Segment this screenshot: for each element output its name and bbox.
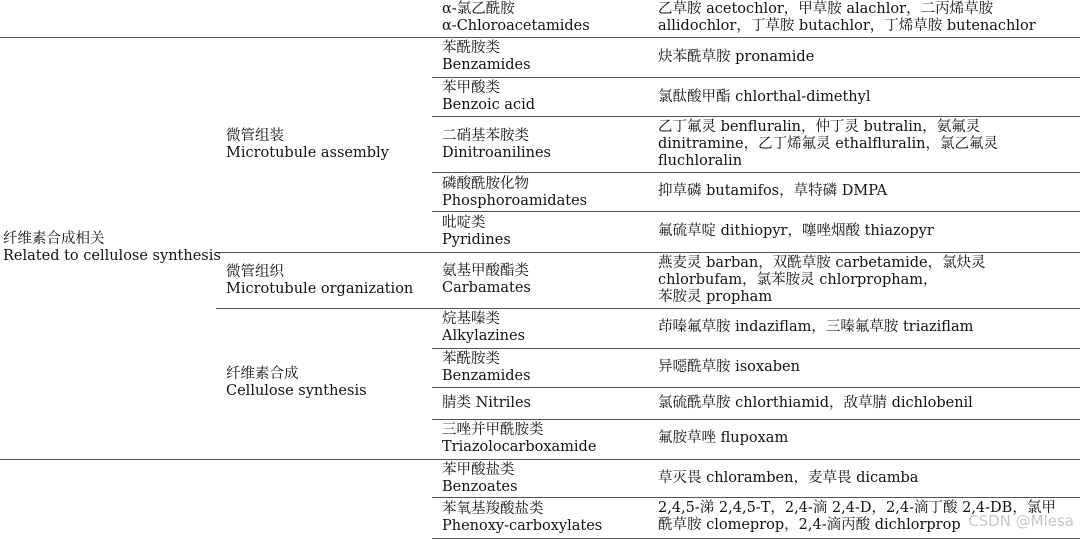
class-cell bbox=[442, 128, 551, 162]
examples-cell bbox=[658, 430, 788, 447]
example-line: 炔苯酰草胺 pronamide bbox=[658, 49, 815, 65]
class-zh: 苯甲酸盐类 bbox=[442, 462, 515, 478]
class-label: 腈类 Nitriles bbox=[442, 395, 531, 411]
target-zh: 微管组织 bbox=[226, 264, 284, 280]
example-line: 氯硫酰草胺 chlorthiamid，敌草腈 dichlobenil bbox=[658, 395, 973, 411]
example-line: 茚嗪氟草胺 indaziflam，三嗪氟草胺 triaziflam bbox=[658, 319, 974, 335]
examples-cell bbox=[658, 223, 934, 240]
class-zh: 烷基嗪类 bbox=[442, 311, 500, 327]
target-en: Microtubule assembly bbox=[226, 145, 389, 161]
class-cell bbox=[442, 80, 535, 114]
class-en: Benzoic acid bbox=[442, 97, 535, 113]
class-zh: α-氯乙酰胺 bbox=[442, 1, 515, 17]
examples-cell bbox=[658, 119, 998, 170]
example-line: 抑草磷 butamifos，草特磷 DMPA bbox=[658, 183, 888, 199]
rule bbox=[432, 538, 1080, 539]
class-en: Pyridines bbox=[442, 232, 511, 248]
class-zh: 二硝基苯胺类 bbox=[442, 128, 529, 144]
class-zh: 苯甲酸类 bbox=[442, 80, 500, 96]
target-en: Cellulose synthesis bbox=[226, 383, 367, 399]
rule bbox=[432, 387, 1080, 388]
rule bbox=[0, 37, 432, 38]
example-line: 异噁酰草胺 isoxaben bbox=[658, 359, 800, 375]
example-line: 氯酞酸甲酯 chlorthal-dimethyl bbox=[658, 89, 871, 105]
rule bbox=[216, 252, 1080, 253]
example-line: 氟硫草啶 dithiopyr，噻唑烟酸 thiazopyr bbox=[658, 223, 934, 239]
class-cell bbox=[442, 40, 531, 74]
rule bbox=[432, 77, 1080, 78]
examples-cell bbox=[658, 89, 870, 106]
class-en: Dinitroanilines bbox=[442, 145, 551, 161]
class-cell bbox=[442, 422, 596, 456]
rule bbox=[216, 308, 1080, 309]
class-en: Phenoxy-carboxylates bbox=[442, 518, 603, 534]
class-zh: 吡啶类 bbox=[442, 215, 486, 231]
target-cellulose-synthesis bbox=[226, 366, 367, 400]
rule bbox=[432, 419, 1080, 420]
class-cell bbox=[442, 501, 602, 535]
class-en: Benzoates bbox=[442, 479, 518, 495]
examples-cell bbox=[658, 1, 1036, 35]
class-zh: 三唑并甲酰胺类 bbox=[442, 422, 544, 438]
target-zh: 纤维素合成 bbox=[226, 366, 299, 382]
class-en: Benzamides bbox=[442, 368, 531, 384]
examples-cell bbox=[658, 395, 973, 412]
watermark: CSDN @Mlesa bbox=[968, 512, 1074, 530]
rule bbox=[432, 172, 1080, 173]
class-en: Benzamides bbox=[442, 57, 531, 73]
class-zh: 氨基甲酸酯类 bbox=[442, 263, 529, 279]
class-cell bbox=[442, 1, 590, 35]
example-line: 氟胺草唑 flupoxam bbox=[658, 430, 789, 446]
class-en: α-Chloroacetamides bbox=[442, 18, 590, 34]
rule bbox=[432, 116, 1080, 117]
rule bbox=[432, 348, 1080, 349]
examples-cell bbox=[658, 183, 887, 200]
example-line: 燕麦灵 barban，双酰草胺 carbetamide，氯炔灵 bbox=[658, 255, 986, 271]
example-line: chlorbufam，氯苯胺灵 chlorpropham， bbox=[658, 272, 938, 288]
mode-of-action-label bbox=[3, 231, 221, 265]
class-zh: 苯氧基羧酸盐类 bbox=[442, 501, 544, 517]
rule bbox=[432, 497, 1080, 498]
examples-cell bbox=[658, 359, 800, 376]
rule bbox=[432, 211, 1080, 212]
class-zh: 磷酸酰胺化物 bbox=[442, 176, 529, 192]
target-zh: 微管组装 bbox=[226, 128, 284, 144]
class-en: Carbamates bbox=[442, 280, 531, 296]
class-cell bbox=[442, 263, 531, 297]
example-line: dinitramine，乙丁烯氟灵 ethalfluralin，氯乙氟灵 bbox=[658, 136, 998, 152]
example-line: fluchloralin bbox=[658, 153, 743, 169]
example-line: 乙草胺 acetochlor，甲草胺 alachlor，二丙烯草胺 bbox=[658, 1, 994, 17]
target-en: Microtubule organization bbox=[226, 281, 414, 297]
class-en: Phosphoroamidates bbox=[442, 193, 588, 209]
class-zh: 苯酰胺类 bbox=[442, 40, 500, 56]
examples-cell bbox=[658, 255, 986, 306]
class-cell bbox=[442, 176, 587, 210]
class-cell bbox=[442, 215, 511, 249]
rule bbox=[432, 37, 1080, 38]
class-en: Alkylazines bbox=[442, 328, 526, 344]
mode-of-action-en: Related to cellulose synthesis bbox=[3, 248, 221, 264]
class-cell bbox=[442, 395, 531, 412]
class-cell bbox=[442, 351, 531, 385]
example-line: 草灭畏 chloramben，麦草畏 dicamba bbox=[658, 470, 919, 486]
example-line: 乙丁氟灵 benfluralin，仲丁灵 butralin，氨氟灵 bbox=[658, 119, 981, 135]
class-cell bbox=[442, 311, 525, 345]
class-en: Triazolocarboxamide bbox=[442, 439, 597, 455]
target-microtubule-organization bbox=[226, 264, 413, 298]
example-line: 苯胺灵 propham bbox=[658, 289, 773, 305]
examples-cell bbox=[658, 319, 973, 336]
class-zh: 苯酰胺类 bbox=[442, 351, 500, 367]
mode-of-action-zh: 纤维素合成相关 bbox=[3, 231, 105, 247]
examples-cell bbox=[658, 49, 814, 66]
example-line: 2,4,5-涕 2,4,5-T，2,4-滴 2,4-D，2,4-滴丁酸 2,4-DB，氯甲 bbox=[658, 500, 1056, 516]
target-microtubule-assembly bbox=[226, 128, 389, 162]
class-cell bbox=[442, 462, 517, 496]
rule bbox=[0, 459, 1080, 460]
examples-cell bbox=[658, 470, 918, 487]
example-line: allidochlor，丁草胺 butachlor，丁烯草胺 butenachlor bbox=[658, 18, 1036, 34]
example-line: 酰草胺 clomeprop，2,4-滴丙酸 dichlorprop bbox=[658, 517, 961, 533]
